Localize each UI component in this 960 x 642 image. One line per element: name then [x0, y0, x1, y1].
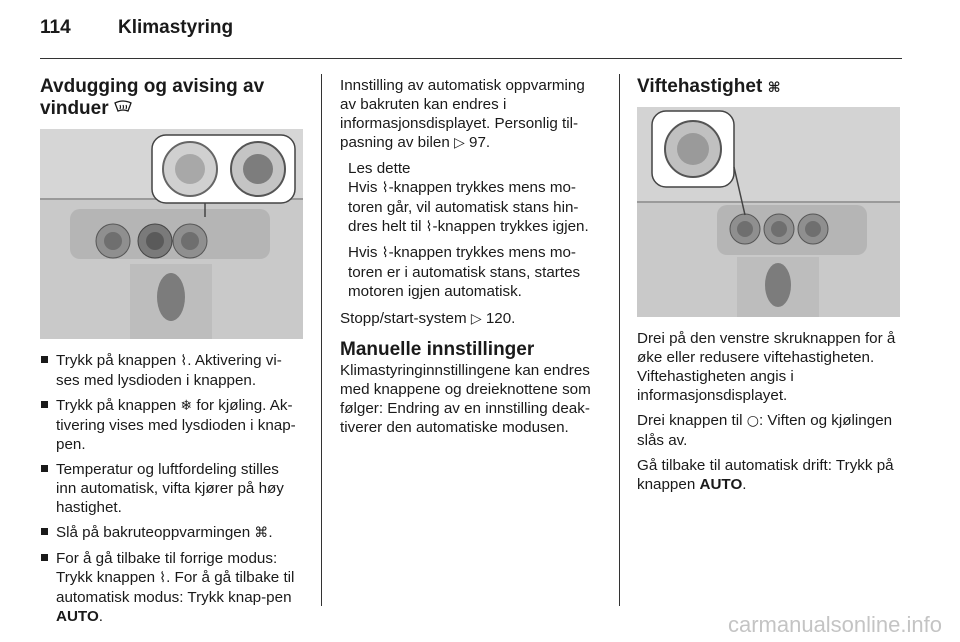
list-item: For å gå tilbake til forrige modus: Trykk knappen ⌇. For å gå tilbake til automatisk modus: Trykk knap-pen AUTO.: [40, 549, 303, 626]
control-knob: [730, 214, 760, 244]
windscreen-defrost-icon: [114, 102, 132, 118]
control-knob: [138, 224, 172, 258]
fan-icon: ⌘: [767, 80, 781, 96]
instruction-list: [40, 351, 303, 626]
reference-arrow-icon: ▷: [454, 135, 465, 151]
paragraph: Drei på den venstre skruknappen for å øke eller redusere viftehastigheten. Viftehastigheten angis i informasjonsdisplayet.: [637, 330, 896, 404]
page-number: 114: [40, 17, 71, 38]
control-knob: [173, 224, 207, 258]
list-item: Trykk på knappen ⌇. Aktivering vi-ses med lysdioden i knappen.: [40, 351, 303, 390]
paragraph: Innstilling av automatisk oppvarming av bakruten kan endres i informasjonsdisplayet. Personlig til-pasning av bilen ▷ 97.: [340, 77, 585, 151]
paragraph: Hvis ⌇-knappen trykkes mens mo-toren går, vil automatisk stans hin-dres helt til ⌇-knappen trykkes igjen.: [348, 179, 589, 235]
page-header: [40, 17, 233, 39]
section-heading: Avdugging og avising av vinduer: [40, 76, 265, 119]
control-knob: [764, 214, 794, 244]
windscreen-defrost-icon: ⌇: [180, 353, 188, 369]
rear-window-heating-icon: ⌘: [254, 525, 269, 541]
paragraph: Stopp/start-system ▷ 120.: [340, 310, 516, 327]
zoomed-defrost-knob: [231, 142, 285, 196]
note-box: [340, 159, 604, 301]
section-heading: Viftehastighet ⌘: [637, 76, 781, 97]
column-divider: [321, 74, 322, 606]
control-knob: [96, 224, 130, 258]
column-1: [40, 76, 303, 632]
paragraph: Gå tilbake til automatisk drift: Trykk på knappen AUTO.: [637, 457, 894, 493]
section-heading: Manuelle innstillinger: [340, 339, 535, 360]
list-item: Temperatur og luftfordeling stilles inn automatisk, vifta kjører på høy hastighet.: [40, 460, 303, 517]
column-3: [637, 76, 900, 500]
header-rule: [40, 58, 902, 59]
zoomed-fan-knob: [665, 121, 721, 177]
paragraph: Drei knappen til ○: Viften og kjølingen slås av.: [637, 412, 893, 449]
reference-arrow-icon: ▷: [470, 311, 482, 327]
control-knob: [798, 214, 828, 244]
windscreen-defrost-icon: ⌇: [381, 180, 389, 196]
fan-speed-illustration: [637, 107, 900, 317]
paragraph: Hvis ⌇-knappen trykkes mens mo-toren er i automatisk stans, startes motoren igjen automatisk.: [348, 244, 581, 300]
climate-control-illustration: [40, 129, 303, 339]
windscreen-defrost-icon: ⌇: [425, 219, 433, 235]
column-divider: [619, 74, 620, 606]
snowflake-icon: ❄: [180, 398, 193, 414]
list-item: Trykk på knappen ❄ for kjøling. Ak-tivering vises med lysdioden i knap-pen.: [40, 396, 303, 454]
note-title: Les dette: [348, 160, 411, 177]
windscreen-defrost-icon: ⌇: [159, 570, 167, 586]
list-item: Slå på bakruteoppvarmingen ⌘.: [40, 523, 303, 543]
zoomed-temperature-knob: [163, 142, 217, 196]
watermark: carmanualsonline.info: [727, 612, 942, 637]
paragraph: Klimastyringinnstillingene kan endres med knappene og dreieknottene som følger: Endring av en innstilling deak-tiverer den automatiske modusen.: [340, 362, 591, 436]
column-2: [340, 76, 604, 443]
windscreen-defrost-icon: ⌇: [381, 245, 389, 261]
page-title: Klimastyring: [118, 17, 234, 38]
off-circle-icon: ○: [746, 413, 759, 429]
